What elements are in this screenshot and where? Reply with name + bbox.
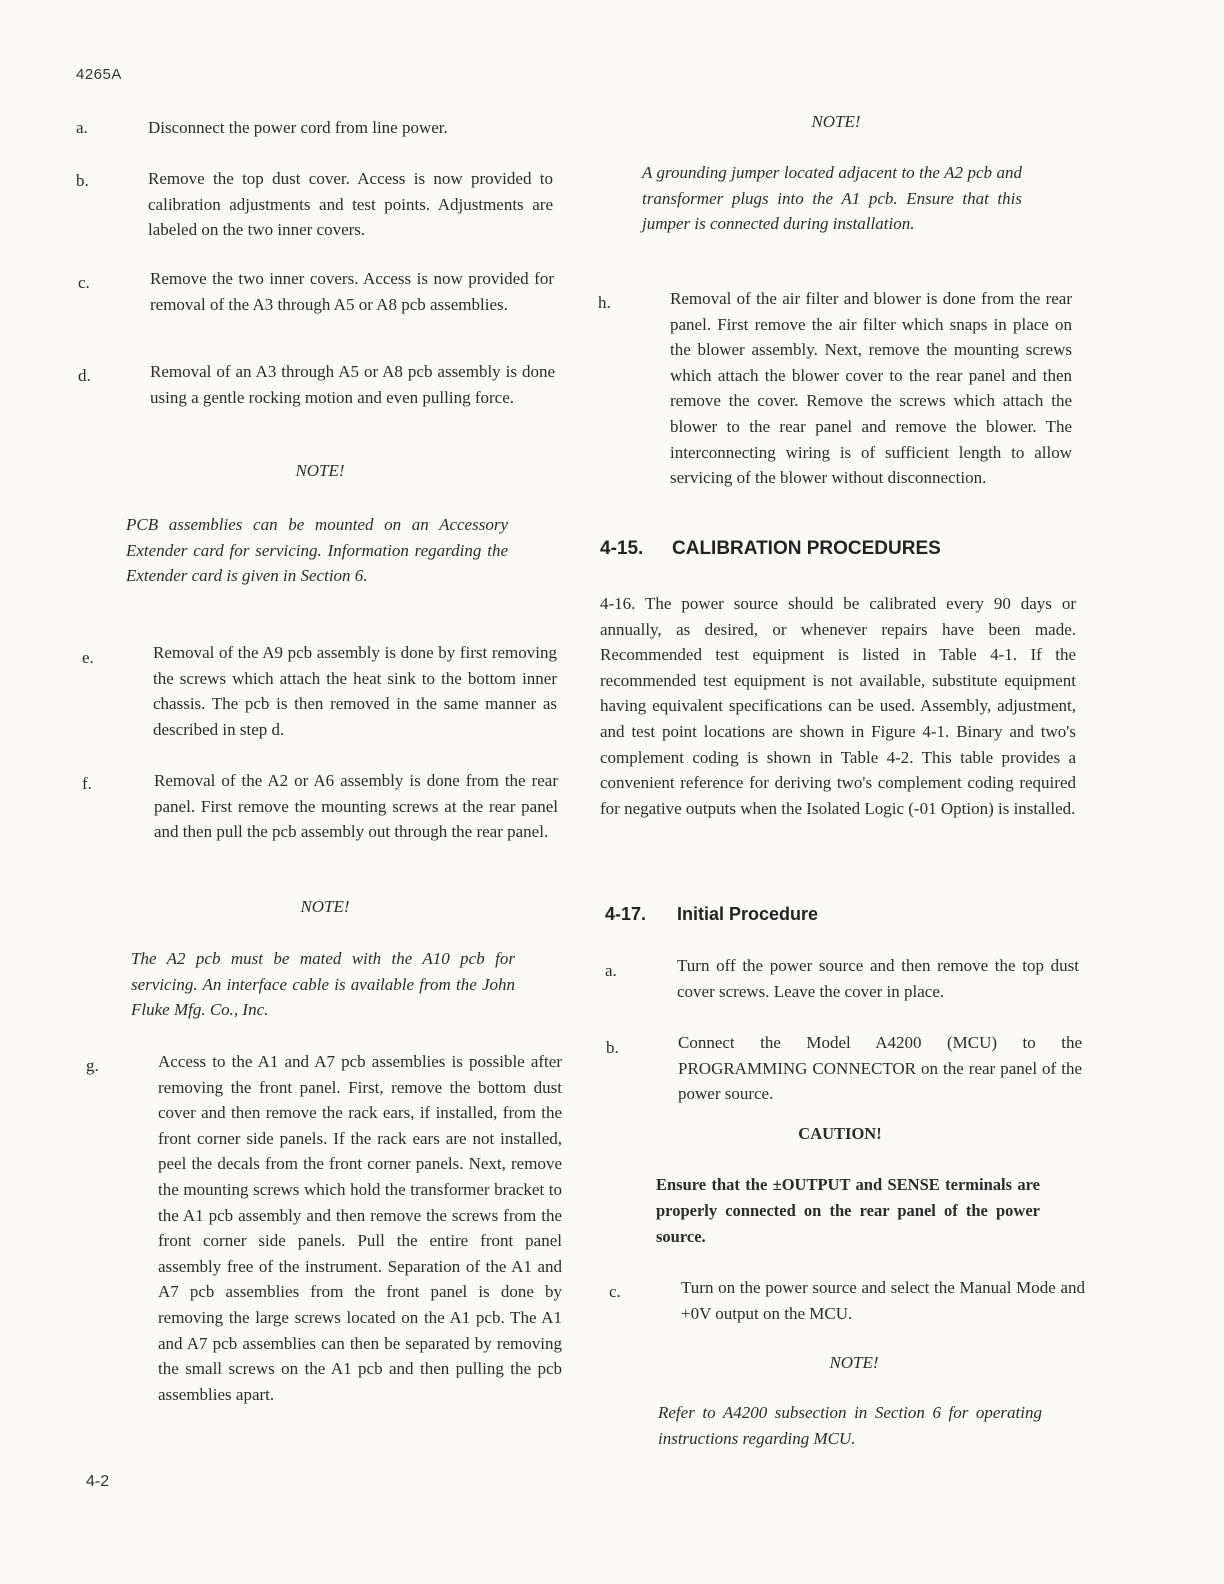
section-4-15-number: 4-15. xyxy=(600,538,644,559)
page-number: 4-2 xyxy=(86,1473,110,1490)
init-step-c-text: Turn on the power source and select the Manual Mode and +0V output on the MCU. xyxy=(681,1278,1085,1323)
step-h-text: Removal of the air filter and blower is done from the rear panel. First remove the air filter which snaps in place on the blower assembly. Next, remove the mounting screws which attach the blower cover to the rear panel and then remove the cover. Remove the screws which attach the blower to the rear panel and remove the blower. The interconnecting wiring is of sufficient length to allow servicing of the blower without disconnection. xyxy=(670,289,1072,488)
init-step-a-label: a. xyxy=(605,961,617,980)
step-b-label: b. xyxy=(76,171,89,190)
section-4-15-heading xyxy=(600,538,941,560)
step-g-text: Access to the A1 and A7 pcb assemblies is possible after removing the front panel. First, remove the bottom dust cover and then remove the rack ears, if installed, from the front corner side panels. If the rack ears are not installed, peel the decals from the front corner panels. Next, remove the mounting screws which hold the transformer bracket to the A1 pcb assembly and then remove the screws from the front corner side panels. Pull the entire front panel assembly free of the instrument. Separation of the A1 and A7 pcb assemblies from the front panel is done by removing the large screws located on the A1 pcb. The A1 and A7 pcb assemblies can then be separated by removing the small screws on the A1 pcb and then pulling the pcb assemblies apart. xyxy=(158,1052,562,1404)
caution-title: CAUTION! xyxy=(798,1124,882,1143)
init-step-b-text: Connect the Model A4200 (MCU) to the PROGRAMMING CONNECTOR on the rear panel of the power source. xyxy=(678,1033,1082,1104)
step-d-text: Removal of an A3 through A5 or A8 pcb assembly is done using a gentle rocking motion and even pulling force. xyxy=(150,362,555,407)
paragraph-4-16: 4-16. The power source should be calibrated every 90 days or annually, as desired, or whenever repairs have been made. Recommended test equipment is listed in Table 4-1. If the recommended test equipment is not available, substitute equipment having equivalent specifications can be used. Assembly, adjustment, and test point locations are shown in Figure 4-1. Binary and two's complement coding is shown in Table 4-2. This table provides a convenient reference for deriving two's complement coding required for negative outputs when the Isolated Logic (-01 Option) is installed. xyxy=(600,594,1076,818)
section-4-17-title: Initial Procedure xyxy=(677,904,819,924)
section-4-17-heading xyxy=(605,904,819,925)
step-g-label: g. xyxy=(86,1056,99,1075)
step-c-text: Remove the two inner covers. Access is now provided for removal of the A3 through A5 or A8 pcb assemblies. xyxy=(150,269,554,314)
note-1-title: NOTE! xyxy=(295,461,345,480)
note-3-text: A grounding jumper located adjacent to the A2 pcb and transformer plugs into the A1 pcb. Ensure that this jumper is connected during installation. xyxy=(642,163,1022,234)
note-3-title: NOTE! xyxy=(811,112,861,131)
note-2-text: The A2 pcb must be mated with the A10 pcb for servicing. An interface cable is available from the John Fluke Mfg. Co., Inc. xyxy=(131,949,515,1020)
step-e-label: e. xyxy=(82,648,94,667)
step-b-text: Remove the top dust cover. Access is now provided to calibration adjustments and test points. Adjustments are labeled on the two inner covers. xyxy=(148,169,553,240)
step-a-text: Disconnect the power cord from line power. xyxy=(148,118,448,137)
document-id: 4265A xyxy=(76,66,122,83)
section-4-15-title: CALIBRATION PROCEDURES xyxy=(672,538,941,559)
init-step-a-text: Turn off the power source and then remove the top dust cover screws. Leave the cover in place. xyxy=(677,956,1079,1001)
step-f-text: Removal of the A2 or A6 assembly is done from the rear panel. First remove the mounting screws at the rear panel and then pull the pcb assembly out through the rear panel. xyxy=(154,771,558,842)
init-step-c-label: c. xyxy=(609,1282,621,1301)
section-4-17-number: 4-17. xyxy=(605,904,647,924)
caution-text: Ensure that the ±OUTPUT and SENSE terminals are properly connected on the rear panel of the power source. xyxy=(656,1175,1040,1246)
note-4-text: Refer to A4200 subsection in Section 6 for operating instructions regarding MCU. xyxy=(658,1403,1042,1448)
step-a-label: a. xyxy=(76,118,88,137)
note-4-title: NOTE! xyxy=(829,1353,879,1372)
step-c-label: c. xyxy=(78,273,90,292)
note-2-title: NOTE! xyxy=(300,897,350,916)
step-d-label: d. xyxy=(78,366,91,385)
step-f-label: f. xyxy=(82,774,92,793)
note-1-text: PCB assemblies can be mounted on an Accessory Extender card for servicing. Information regarding the Extender card is given in Section 6. xyxy=(126,515,508,586)
init-step-b-label: b. xyxy=(606,1038,619,1057)
step-h-label: h. xyxy=(598,293,611,312)
step-e-text: Removal of the A9 pcb assembly is done by first removing the screws which attach the heat sink to the bottom inner chassis. The pcb is then removed in the same manner as described in step d. xyxy=(153,643,557,739)
